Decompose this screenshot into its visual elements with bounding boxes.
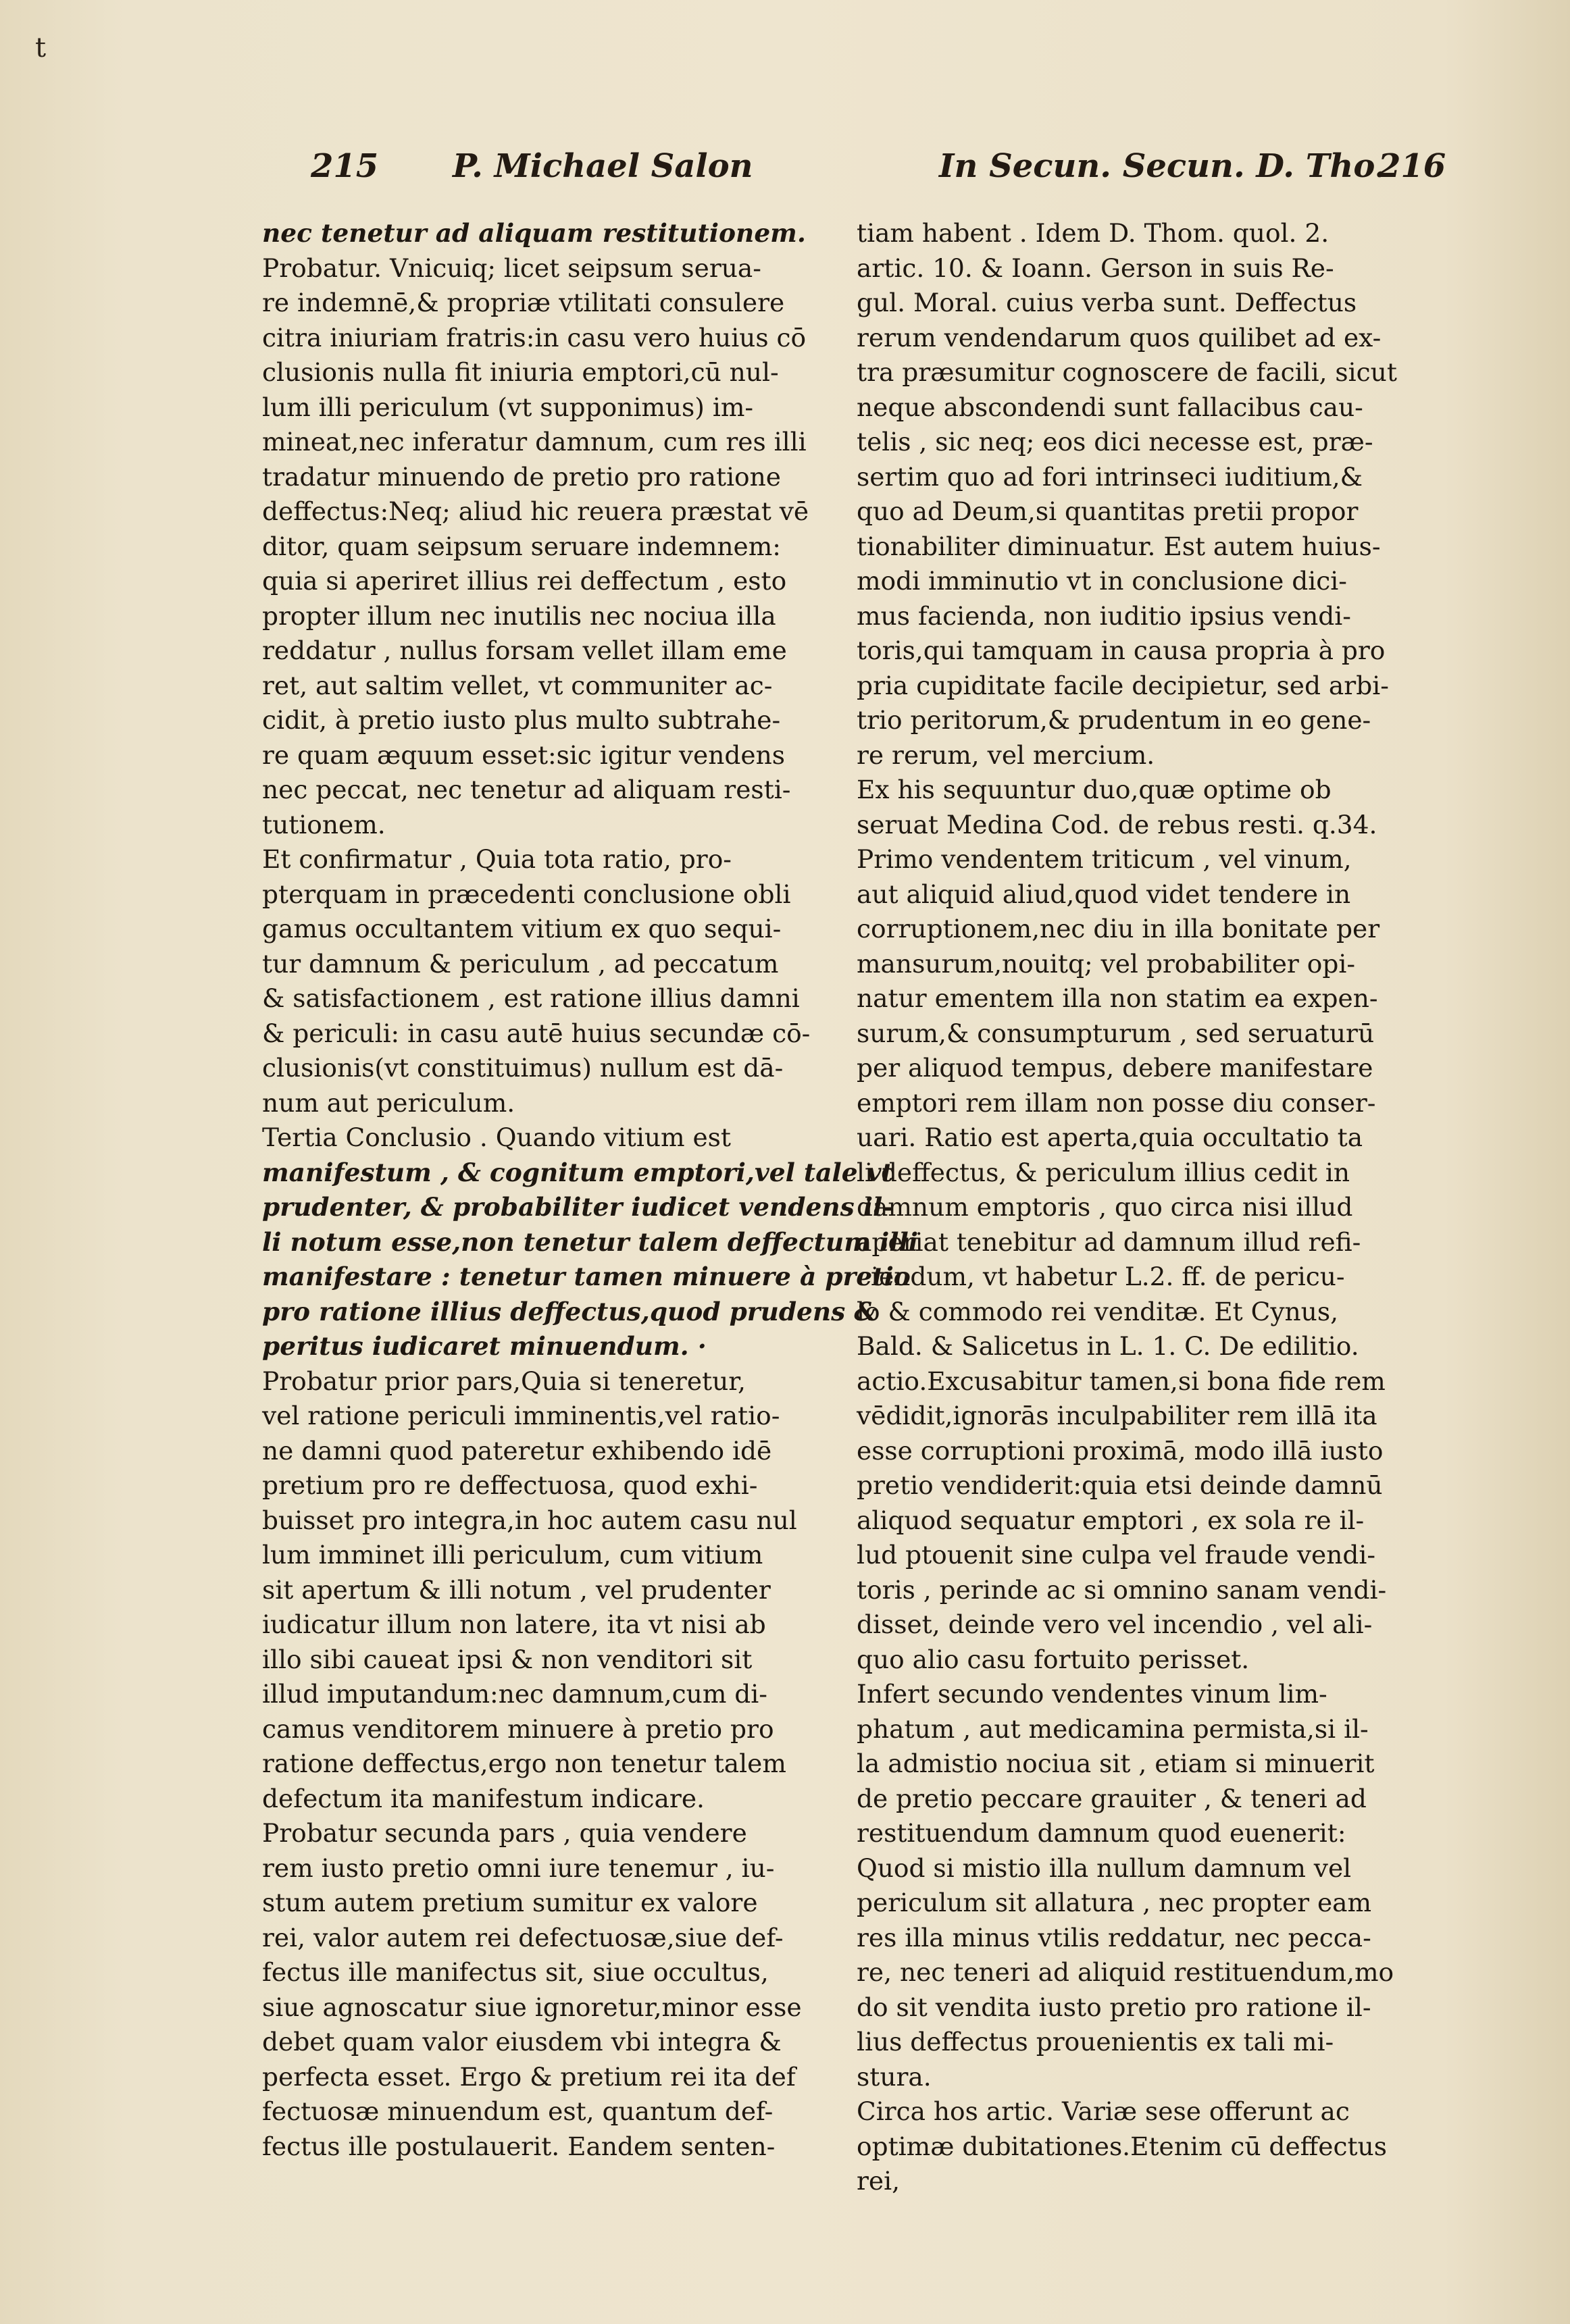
right-text-column [857,216,1427,2199]
text-line: stura. [857,2061,932,2092]
text-line: ne damni quod pateretur exhibendo idē [262,1435,772,1466]
text-line: Infert secundo vendentes vinum lim- [857,1679,1327,1709]
text-line: Et confirmatur , Quia tota ratio, pro- [262,844,732,874]
text-line: tutionem. [262,809,386,840]
text-line: lo & commodo rei venditæ. Et Cynus, [857,1296,1338,1326]
text-line: ratione deffectus,ergo non tenetur talem [262,1749,786,1778]
text-line: re indemnē,& propriæ vtilitati consulere [262,288,785,317]
text-line: reddatur , nullus forsam vellet illam eme [262,636,787,665]
left-page-number: 215 [311,147,379,185]
text-line: deffectus:Neq; aliud hic reuera præstat vē [262,496,809,526]
text-line: rei, valor autem rei defectuosæ,siue def- [262,1922,784,1953]
text-line: vel ratione periculi imminentis,vel ratio- [262,1401,780,1430]
text-line: quia si aperiret illius rei deffectum , esto [262,566,787,596]
text-line: li deffectus, & periculum illius cedit in [857,1157,1350,1187]
text-line: Primo vendentem triticum , vel vinum, [857,844,1352,874]
text-line: citra iniuriam fratris:in casu vero huius cō [262,322,807,353]
text-line: illud imputandum:nec damnum,cum di- [262,1679,767,1709]
text-line: tionabiliter diminuatur. Est autem huius- [857,531,1381,561]
text-line: Ex his sequuntur duo,quæ optime ob [857,775,1332,804]
text-line: & satisfactionem , est ratione illius damni [262,983,800,1013]
text-line: perfecta esset. Ergo & pretium rei ita def [262,2061,796,2092]
text-line: debet quam valor eiusdem vbi integra & [262,2027,782,2057]
text-line: siue agnoscatur siue ignoretur,minor esse [262,1992,802,2022]
text-line: aperiat tenebitur ad damnum illud refi- [857,1226,1361,1257]
text-line: nec tenetur ad aliquam restitutionem. [262,218,806,248]
text-line: rerum vendendarum quos quilibet ad ex- [857,322,1382,353]
text-line: Probatur secunda pars , quia vendere [262,1818,747,1848]
text-line: Probatur prior pars,Quia si teneretur, [262,1366,746,1396]
text-line: ciendum, vt habetur L.2. ff. de pericu- [857,1262,1345,1291]
text-line: emptori rem illam non posse diu conser- [857,1087,1376,1118]
text-line: tiam habent . Idem D. Thom. quol. 2. [857,218,1330,248]
text-line: fectuosæ minuendum est, quantum def- [262,2096,774,2126]
text-line: trio peritorum,& prudentum in eo gene- [857,705,1371,735]
text-line: & periculi: in casu autē huius secundæ cō- [262,1018,811,1048]
text-line: natur ementem illa non statim ea expen- [857,983,1378,1013]
text-line: re quam æquum esset:sic igitur vendens [262,740,785,770]
text-line: damnum emptoris , quo circa nisi illud [857,1192,1353,1222]
text-line: num aut periculum. [262,1087,515,1118]
text-line: lius deffectus prouenientis ex tali mi- [857,2027,1334,2057]
text-line: fectus ille postulauerit. Eandem senten- [262,2131,776,2161]
text-line: peritus iudicaret minuendum. · [262,1331,707,1361]
margin-mark: t [35,32,47,63]
text-line: phatum , aut medicamina permista,si il- [857,1713,1369,1744]
text-line: Circa hos artic. Variæ sese offerunt ac [857,2096,1350,2126]
text-line: clusionis(vt constituimus) nullum est dā- [262,1053,784,1083]
text-line: Tertia Conclusio . Quando vitium est [262,1122,731,1152]
text-line: illo sibi caueat ipsi & non venditori sit [262,1644,753,1674]
left-running-title: P. Michael Salon [453,147,753,185]
text-line: pro ratione illius deffectus,quod prudens & [262,1296,878,1326]
text-line: pria cupiditate facile decipietur, sed arbi- [857,670,1389,700]
text-line: uari. Ratio est aperta,quia occultatio ta [857,1122,1363,1152]
text-line: stum autem pretium sumitur ex valore [262,1888,758,1917]
text-line: sit apertum & illi notum , vel prudenter [262,1574,771,1605]
text-line: disset, deinde vero vel incendio , vel ali- [857,1609,1373,1639]
text-line: neque abscondendi sunt fallacibus cau- [857,392,1363,422]
text-line: Quod si mistio illa nullum damnum vel [857,1853,1352,1883]
text-line: ret, aut saltim vellet, vt communiter ac- [262,670,773,700]
text-line: periculum sit allatura , nec propter eam [857,1888,1372,1917]
text-line: corruptionem,nec diu in illa bonitate per [857,914,1380,944]
text-line: lum illi periculum (vt supponimus) im- [262,392,754,422]
text-line: manifestum , & cognitum emptori,vel tale vt [262,1157,893,1187]
text-line: telis , sic neq; eos dici necesse est, præ- [857,427,1373,457]
text-line: optimæ dubitationes.Etenim cū deffectus [857,2131,1387,2161]
text-line: sertim quo ad fori intrinseci iuditium,& [857,461,1363,492]
text-line: re rerum, vel mercium. [857,740,1155,770]
text-line: modi imminutio vt in conclusione dici- [857,566,1347,596]
text-line: mineat,nec inferatur damnum, cum res illi [262,427,807,457]
text-line: ditor, quam seipsum seruare indemnem: [262,531,781,561]
text-line: artic. 10. & Ioann. Gerson in suis Re- [857,253,1334,283]
right-page-number: 216 [1378,147,1446,185]
text-line: pretio vendiderit:quia etsi deinde damnū [857,1470,1383,1500]
text-line: fectus ille manifectus sit, siue occultus, [262,1957,769,1987]
text-line: lum imminet illi periculum, cum vitium [262,1540,763,1570]
text-line: pretium pro re deffectuosa, quod exhi- [262,1470,758,1500]
text-line: mus facienda, non iuditio ipsius vendi- [857,600,1351,631]
text-line: nec peccat, nec tenetur ad aliquam resti- [262,775,791,804]
text-line: quo alio casu fortuito perisset. [857,1644,1250,1674]
running-header [311,147,1446,195]
text-line: seruat Medina Cod. de rebus resti. q.34. [857,809,1377,840]
text-line: la admistio nociua sit , etiam si minuerit [857,1749,1375,1778]
text-line: res illa minus vtilis reddatur, nec pecca- [857,1922,1371,1953]
text-line: esse corruptioni proximā, modo illā iusto [857,1435,1384,1466]
text-line: clusionis nulla fit iniuria emptori,cū nul- [262,357,779,387]
text-line: propter illum nec inutilis nec nociua illa [262,600,776,631]
text-line: rei, [857,2166,901,2196]
text-line: tur damnum & periculum , ad peccatum [262,948,779,979]
text-line: vēdidit,ignorās inculpabiliter rem illā ita [857,1401,1377,1430]
text-line: aut aliquid aliud,quod videt tendere in [857,879,1351,909]
text-line: lud ptouenit sine culpa vel fraude vendi- [857,1540,1376,1570]
text-line: cidit, à pretio iusto plus multo subtrahe- [262,705,781,735]
text-line: gamus occultantem vitium ex quo sequi- [262,914,782,944]
text-line: aliquod sequatur emptori , ex sola re il- [857,1505,1365,1535]
text-line: de pretio peccare grauiter , & teneri ad [857,1783,1367,1813]
text-line: Bald. & Salicetus in L. 1. C. De edilitio. [857,1331,1359,1361]
text-line: actio.Excusabitur tamen,si bona fide rem [857,1366,1386,1396]
text-line: li notum esse,non tenetur talem deffectum illi [262,1226,918,1257]
text-line: mansurum,nouitq; vel probabiliter opi- [857,948,1356,979]
text-line: manifestare : tenetur tamen minuere à pretio [262,1262,911,1291]
text-line: gul. Moral. cuius verba sunt. Deffectus [857,288,1357,317]
text-line: rem iusto pretio omni iure tenemur , iu- [262,1853,775,1883]
text-line: quo ad Deum,si quantitas pretii propor [857,496,1359,526]
text-line: re, nec teneri ad aliquid restituendum,mo [857,1957,1394,1987]
text-line: buisset pro integra,in hoc autem casu nul [262,1505,797,1535]
text-line: surum,& consumpturum , sed seruaturū [857,1018,1375,1048]
text-line: Probatur. Vnicuiq; licet seipsum serua- [262,253,761,283]
text-line: restituendum damnum quod euenerit: [857,1818,1346,1848]
text-line: tradatur minuendo de pretio pro ratione [262,461,781,492]
text-line: tra præsumitur cognoscere de facili, sicut [857,357,1397,387]
text-line: pterquam in præcedenti conclusione obli [262,879,791,909]
text-line: prudenter, & probabiliter iudicet vendens il- [262,1192,893,1222]
text-line: do sit vendita iusto pretio pro ratione il- [857,1992,1371,2022]
text-line: toris,qui tamquam in causa propria à pro [857,636,1386,665]
right-running-title: In Secun. Secun. D. Tho. [939,147,1386,185]
text-line: iudicatur illum non latere, ita vt nisi ab [262,1609,766,1639]
text-line: toris , perinde ac si omnino sanam vendi- [857,1574,1387,1605]
text-line: defectum ita manifestum indicare. [262,1783,705,1813]
text-line: per aliquod tempus, debere manifestare [857,1053,1373,1083]
text-line: camus venditorem minuere à pretio pro [262,1713,774,1744]
